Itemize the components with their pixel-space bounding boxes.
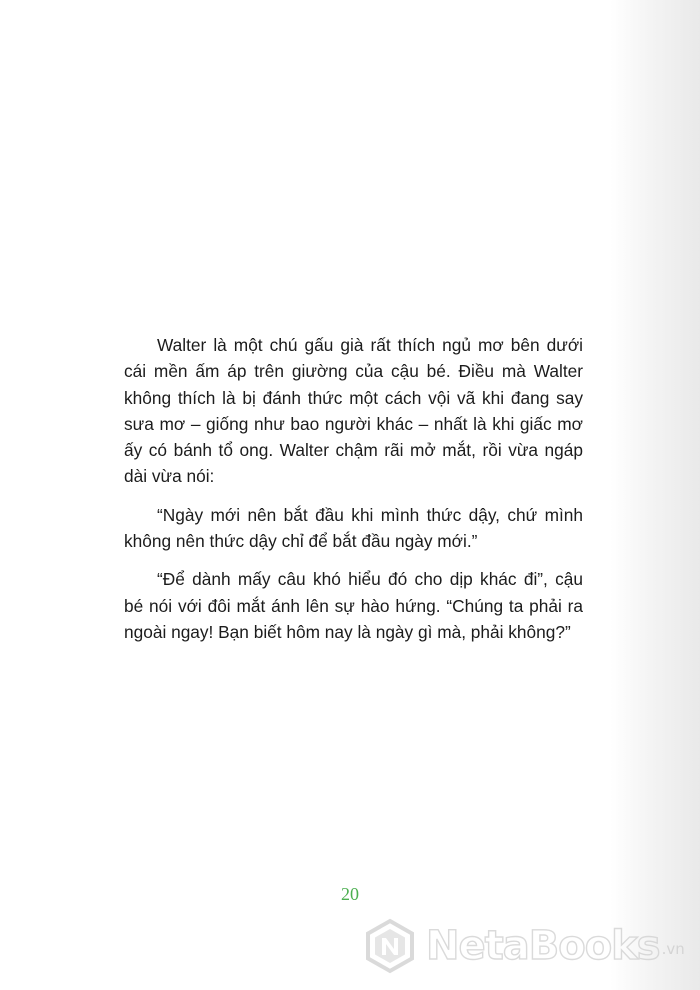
text-line: không thích là bị đánh thức một cách vội vã khi đang say	[124, 387, 583, 408]
paragraph-3	[124, 566, 583, 645]
text-line: dài vừa nói:	[124, 466, 215, 487]
text-line: ấy có bánh tổ ong. Walter chậm rãi mở mắt, rồi vừa ngáp	[124, 440, 583, 461]
text-line: không nên thức dậy chỉ để bắt đầu ngày mới.”	[124, 531, 478, 552]
watermark	[362, 918, 685, 974]
watermark-domain: .vn	[661, 940, 685, 958]
text-line: bé nói với đôi mắt ánh lên sự hào hứng. “Chúng ta phải ra	[124, 595, 583, 616]
text-line: ngoài ngay! Bạn biết hôm nay là ngày gì mà, phải không?”	[124, 621, 571, 642]
text-line: Walter là một chú gấu già rất thích ngủ mơ bên dưới	[157, 335, 583, 355]
text-line: cái mền ấm áp trên giường của cậu bé. Điều mà Walter	[124, 361, 583, 382]
page-number: 20	[341, 884, 359, 904]
watermark-brand: NetaBooks	[426, 923, 660, 969]
text-line: sưa mơ – giống như bao người khác – nhất là khi giấc mơ	[124, 413, 583, 434]
text-line: “Ngày mới nên bắt đầu khi mình thức dậy, chứ mình	[157, 504, 583, 525]
paragraph-1	[124, 332, 583, 490]
netabooks-logo-icon	[362, 918, 418, 974]
body-text	[124, 332, 583, 645]
text-line: “Để dành mấy câu khó hiểu đó cho dịp khác đi”, cậu	[157, 569, 583, 590]
paragraph-2	[124, 502, 583, 555]
